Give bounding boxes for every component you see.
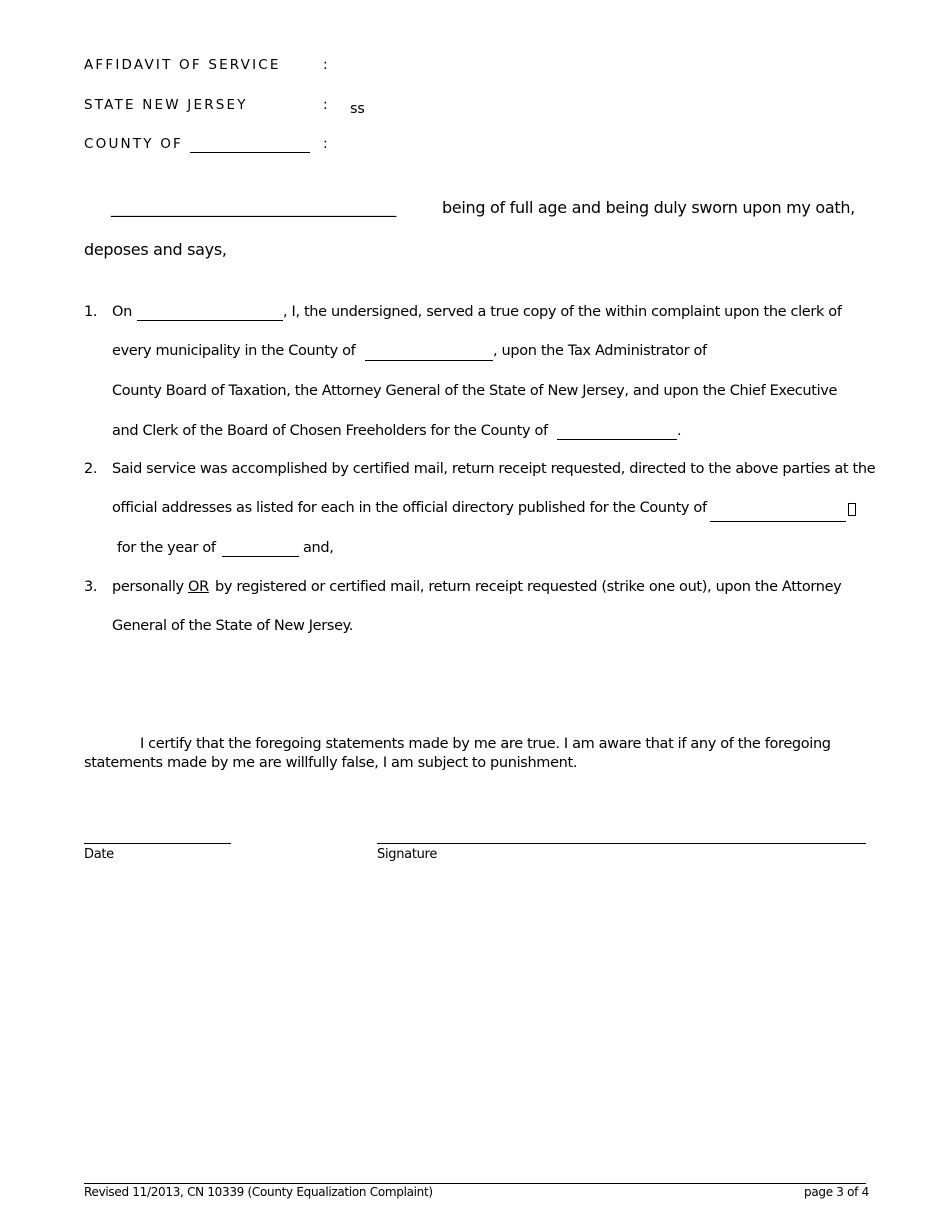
item-2-number: 2. bbox=[84, 461, 98, 477]
item-3-line-1: by registered or certified mail, return receipt requested (strike one out), upon the Attorney bbox=[215, 579, 842, 595]
item-1-line-3: County Board of Taxation, the Attorney General of the State of New Jersey, and upon the Chief Executive bbox=[112, 383, 838, 399]
state-label: STATE NEW JERSEY bbox=[84, 97, 248, 113]
ss-label: ss bbox=[350, 101, 365, 117]
intro-line-1: being of full age and being duly sworn upon my oath, bbox=[442, 198, 855, 217]
signature-line[interactable] bbox=[377, 843, 866, 844]
date-line[interactable] bbox=[84, 843, 231, 844]
item-1-line-4-start: and Clerk of the Board of Chosen Freeholders for the County of bbox=[112, 423, 548, 439]
item-1-line-2-start: every municipality in the County of bbox=[112, 343, 356, 359]
item-1-line-4-end: . bbox=[677, 423, 682, 439]
footer-rule bbox=[84, 1183, 866, 1184]
certification-line-1: I certify that the foregoing statements made by me are true. I am aware that if any of the foregoing bbox=[140, 736, 831, 752]
item-3-line-2: General of the State of New Jersey. bbox=[112, 618, 354, 634]
item-2-line-1: Said service was accomplished by certified mail, return receipt requested, directed to the above parties at the bbox=[112, 461, 876, 477]
header-colon-2: : bbox=[323, 97, 328, 113]
header-colon-1: : bbox=[323, 57, 328, 73]
freeholders-county-blank[interactable] bbox=[557, 439, 677, 440]
municipality-county-blank[interactable] bbox=[365, 360, 493, 361]
county-blank-line[interactable] bbox=[190, 152, 310, 153]
item-1-number: 1. bbox=[84, 304, 98, 320]
header-colon-3: : bbox=[323, 136, 328, 152]
intro-line-2: deposes and says, bbox=[84, 240, 227, 259]
footer-revision: Revised 11/2013, CN 10339 (County Equalization Complaint) bbox=[84, 1185, 433, 1199]
year-blank[interactable] bbox=[222, 556, 299, 557]
item-2-line-3-start: for the year of bbox=[117, 540, 216, 556]
item-1-line-2-rest: , upon the Tax Administrator of bbox=[493, 343, 707, 359]
item-2-line-2: official addresses as listed for each in the official directory published for the County of bbox=[112, 500, 707, 516]
directory-county-blank[interactable] bbox=[710, 521, 846, 522]
item-2-line-3-end: and, bbox=[303, 540, 334, 556]
missing-glyph-icon bbox=[848, 503, 856, 516]
county-label: COUNTY OF bbox=[84, 136, 184, 152]
item-1-line-1: , I, the undersigned, served a true copy of the within complaint upon the clerk of bbox=[283, 304, 842, 320]
affiant-name-blank[interactable]: _____________________________________ bbox=[111, 198, 396, 217]
service-date-blank[interactable] bbox=[137, 320, 283, 321]
item-3-or: OR bbox=[188, 579, 209, 595]
item-3-number: 3. bbox=[84, 579, 98, 595]
date-label: Date bbox=[84, 847, 114, 862]
signature-label: Signature bbox=[377, 847, 438, 862]
affidavit-title: AFFIDAVIT OF SERVICE bbox=[84, 57, 281, 73]
item-3-personally: personally bbox=[112, 579, 184, 595]
item-1-on: On bbox=[112, 304, 132, 320]
certification-line-2: statements made by me are willfully false, I am subject to punishment. bbox=[84, 755, 578, 771]
footer-page-number: page 3 of 4 bbox=[804, 1185, 869, 1199]
